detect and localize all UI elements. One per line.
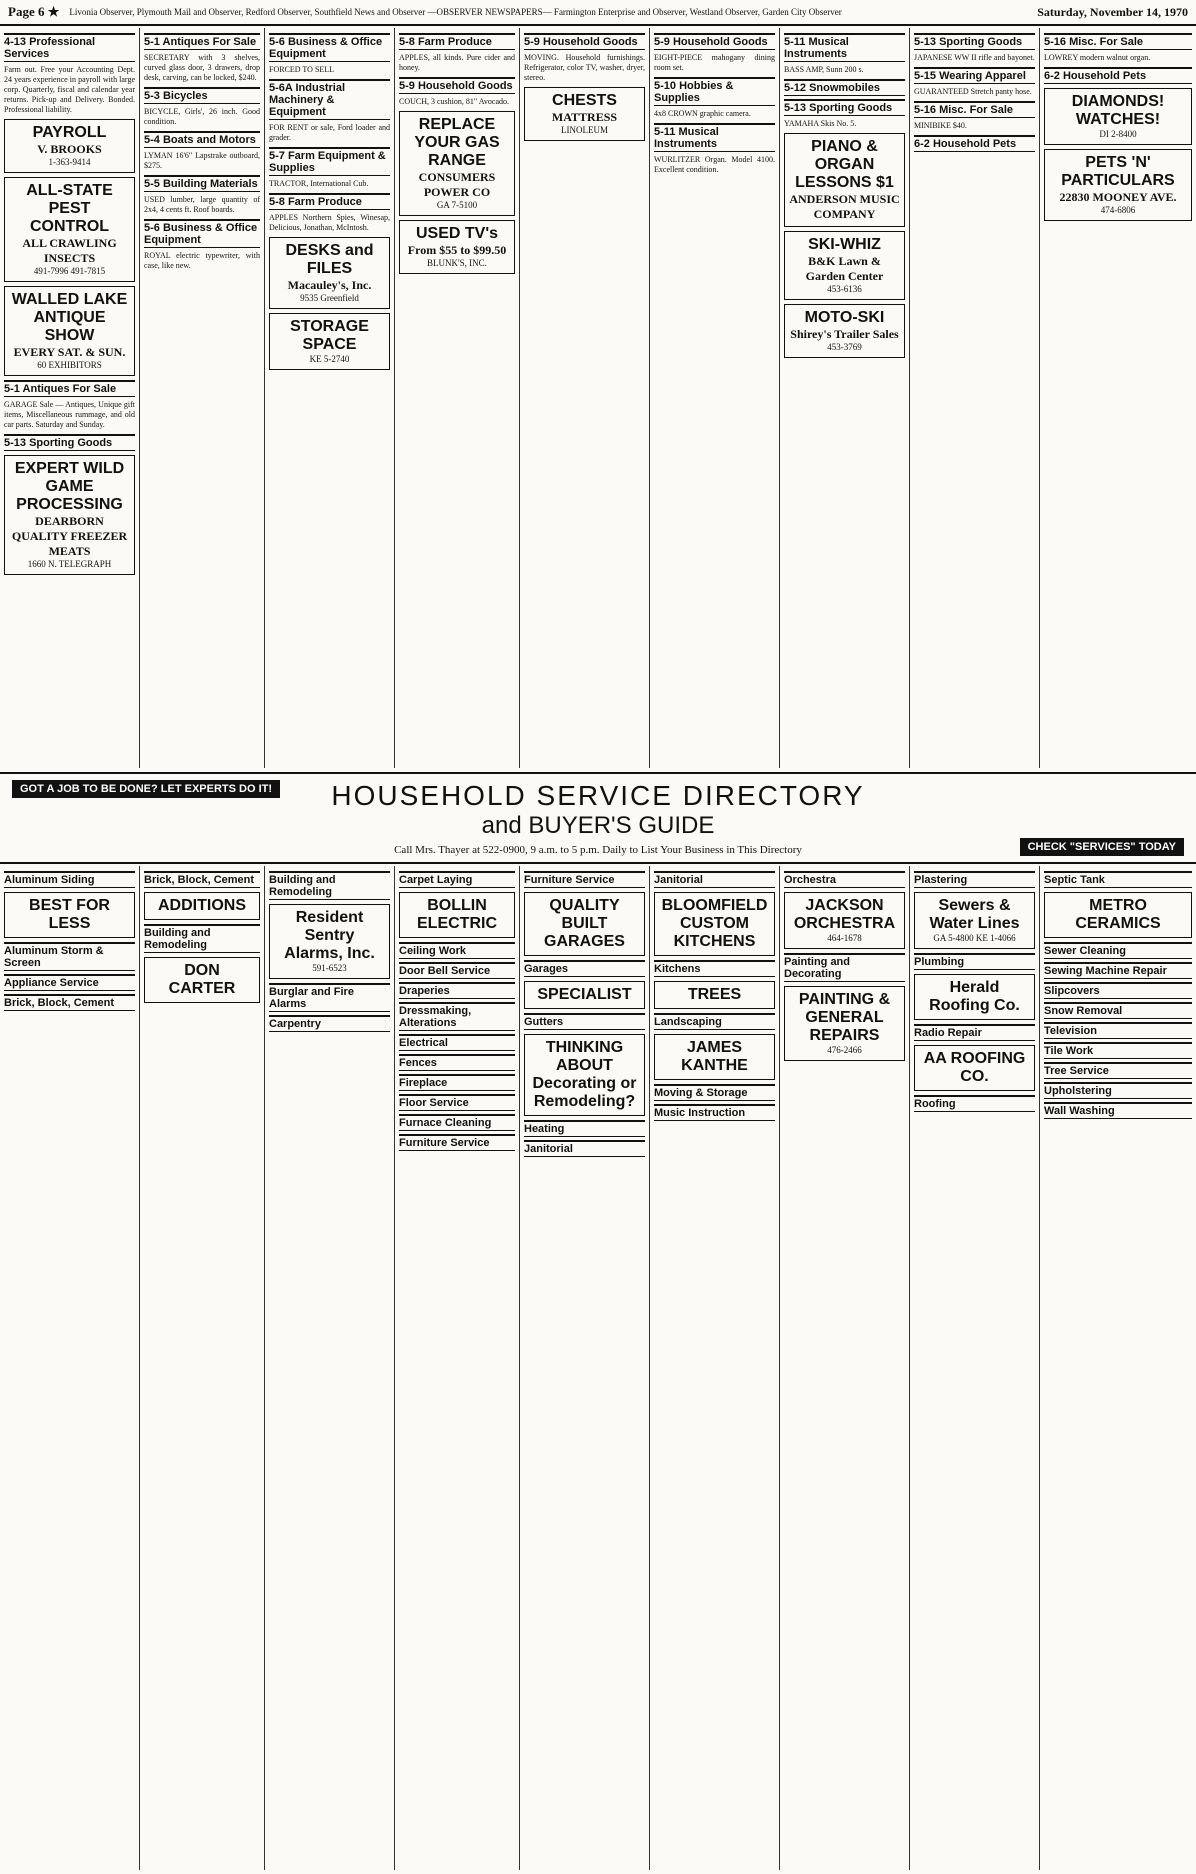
display-ad-headline: CHESTS (552, 92, 617, 109)
display-ad-headline: PAINTING & GENERAL REPAIRS (798, 991, 891, 1044)
page-number: Page 6 ★ (8, 4, 60, 19)
display-ad-headline: Sewers & Water Lines (929, 897, 1020, 932)
display-ad-headline: JACKSON ORCHESTRA (793, 897, 896, 932)
classified-column (520, 28, 650, 768)
display-ad-headline: SKI-WHIZ (808, 236, 881, 253)
display-ad-box (4, 119, 135, 173)
classified-column (780, 28, 910, 768)
display-ad-headline: PETS 'N' PARTICULARS (1061, 154, 1175, 189)
directory-heading: Floor Service (399, 1094, 515, 1111)
display-ad-box (524, 1034, 645, 1116)
display-ad-headline: DESKS and FILES (285, 242, 374, 277)
display-ad-box (1044, 88, 1192, 145)
display-ad-detail: 9535 Greenfield (300, 293, 359, 303)
display-ad-subline: ALL CRAWLING INSECTS (22, 236, 117, 265)
banner-ribbon: GOT A JOB TO BE DONE? LET EXPERTS DO IT! (12, 780, 280, 798)
classified-item: YAMAHA Skis No. 5. (784, 119, 857, 128)
display-ad-headline: AA ROOFING CO. (923, 1050, 1026, 1085)
banner-ribbon-check-services: CHECK "SERVICES" TODAY (1020, 838, 1184, 856)
directory-heading: Orchestra (784, 871, 905, 888)
display-ad-headline: EXPERT WILD GAME PROCESSING (14, 460, 125, 513)
display-ad-detail: GA 5-4800 KE 1-4066 (933, 933, 1016, 943)
classified-item: FOR RENT or sale, Ford loader and grader. (269, 123, 390, 142)
directory-heading: Furnace Cleaning (399, 1114, 515, 1131)
section-heading: 5-11 Musical Instruments (784, 33, 905, 62)
classified-columns (0, 28, 1196, 768)
directory-heading: Electrical (399, 1034, 515, 1051)
display-ad-box (654, 1034, 775, 1080)
classified-item: SECRETARY with 3 shelves, curved glass door, 3 drawers, drop desk, carving, can be locked, $240. (144, 53, 260, 82)
classified-item: JAPANESE WW II rifle and bayonet. (914, 53, 1035, 62)
section-heading: 5-8 Farm Produce (399, 33, 515, 50)
display-ad-headline: STORAGE SPACE (290, 318, 369, 353)
directory-heading: Door Bell Service (399, 962, 515, 979)
display-ad-headline: MOTO-SKI (804, 309, 885, 326)
display-ad-headline: DIAMONDS! WATCHES! (1071, 93, 1165, 128)
publication-names: Livonia Observer, Plymouth Mail and Observer, Redford Observer, Southfield News and Observer —OBSERVER NEWSPAPERS— Farmington Enterprise and Observer, Westland Observer, Garden City Observer (69, 7, 842, 17)
display-ad-subline: 22830 MOONEY AVE. (1059, 190, 1177, 204)
banner-title: HOUSEHOLD SERVICE DIRECTORY (331, 780, 865, 811)
display-ad-headline: JAMES KANTHE (681, 1039, 748, 1074)
display-ad-box (399, 111, 515, 216)
directory-heading: Music Instruction (654, 1104, 775, 1121)
display-ad-box (4, 455, 135, 575)
classified-item: APPLES, all kinds. Pure cider and honey. (399, 53, 515, 72)
directory-heading: Tile Work (1044, 1042, 1192, 1059)
display-ad-detail: 1-363-9414 (48, 157, 91, 167)
directory-column (140, 866, 265, 1870)
directory-heading: Aluminum Storm & Screen (4, 942, 135, 971)
directory-heading: Building and Remodeling (269, 871, 390, 900)
display-ad-box (784, 986, 905, 1061)
display-ad-headline: ALL-STATE PEST CONTROL (26, 182, 113, 235)
directory-heading: Roofing (914, 1095, 1035, 1112)
display-ad-headline: BOLLIN ELECTRIC (417, 897, 497, 932)
display-ad-headline: QUALITY BUILT GARAGES (544, 897, 625, 950)
section-heading: 5-12 Snowmobiles (784, 79, 905, 96)
directory-heading: Heating (524, 1120, 645, 1137)
display-ad-subline: DEARBORN QUALITY FREEZER MEATS (11, 514, 128, 558)
directory-column (910, 866, 1040, 1870)
display-ad-detail: GA 7-5100 (436, 200, 478, 210)
classified-item: APPLES Northern Spies, Winesap, Delicious, Jonathan, McIntosh. (269, 213, 390, 232)
display-ad-headline: METRO CERAMICS (1075, 897, 1161, 932)
section-heading: 5-10 Hobbies & Supplies (654, 77, 775, 106)
classified-item: GARAGE Sale — Antiques, Unique gift items, Miscellaneous rummage, and old car parts. Saturday and Sunday. (4, 400, 135, 429)
section-heading: 5-15 Wearing Apparel (914, 67, 1035, 84)
directory-column (520, 866, 650, 1870)
directory-column (1040, 866, 1196, 1870)
display-ad-headline: PAYROLL (32, 124, 107, 141)
display-ad-box (784, 304, 905, 358)
display-ad-box (1044, 149, 1192, 221)
display-ad-headline: BLOOMFIELD CUSTOM KITCHENS (661, 897, 768, 950)
classified-item: FORCED TO SELL (269, 65, 335, 74)
display-ad-box (914, 892, 1035, 949)
classified-item: EIGHT-PIECE mahogany dining room set. (654, 53, 775, 72)
directory-column (395, 866, 520, 1870)
section-heading: 5-13 Sporting Goods (914, 33, 1035, 50)
classified-item: USED lumber, large quantity of 2x4, 4 cents ft. Roof boards. (144, 195, 260, 214)
display-ad-box (914, 1045, 1035, 1091)
classified-item: TRACTOR, International Cub. (269, 179, 369, 188)
display-ad-detail: 60 EXHIBITORS (37, 360, 102, 370)
display-ad-detail: LINOLEUM (561, 125, 608, 135)
classified-item: LYMAN 16'6" Lapstrake outboard, $275. (144, 151, 260, 170)
directory-heading: Carpentry (269, 1015, 390, 1032)
section-heading: 5-7 Farm Equipment & Supplies (269, 147, 390, 176)
classified-item: ROYAL electric typewriter, with case, like new. (144, 251, 260, 270)
directory-heading: Radio Repair (914, 1024, 1035, 1041)
display-ad-detail: BLUNK'S, INC. (427, 258, 487, 268)
classified-column (910, 28, 1040, 768)
section-heading: 5-6 Business & Office Equipment (144, 219, 260, 248)
display-ad-headline: WALLED LAKE ANTIQUE SHOW (11, 291, 128, 344)
display-ad-headline: THINKING ABOUT Decorating or Remodeling? (532, 1039, 637, 1110)
section-heading: 5-1 Antiques For Sale (4, 380, 135, 397)
classified-item: COUCH, 3 cushion, 81" Avocado. (399, 97, 509, 106)
directory-heading: Sewer Cleaning (1044, 942, 1192, 959)
display-ad-detail: 476-2466 (827, 1045, 862, 1055)
classified-column (140, 28, 265, 768)
classified-item: BICYCLE, Girls', 26 inch. Good condition. (144, 107, 260, 126)
display-ad-box (4, 892, 135, 938)
display-ad-box (914, 974, 1035, 1020)
classified-column (395, 28, 520, 768)
directory-heading: Kitchens (654, 960, 775, 977)
issue-date: Saturday, November 14, 1970 (1037, 4, 1188, 19)
directory-heading: Wall Washing (1044, 1102, 1192, 1119)
display-ad-subline: MATTRESS (551, 110, 618, 124)
service-directory-columns (0, 866, 1196, 1870)
directory-heading: Plastering (914, 871, 1035, 888)
classified-item: Farm out. Free your Accounting Dept. 24 years experience in payroll with large corp. Quarterly, fiscal and calendar year returns. Pick-up and Delivery. Bonded. Professional liability. (4, 65, 135, 114)
section-heading: 5-16 Misc. For Sale (914, 101, 1035, 118)
classified-item: BASS AMP, Sunn 200 s. (784, 65, 864, 74)
directory-heading: Furniture Service (524, 871, 645, 888)
display-ad-subline: EVERY SAT. & SUN. (13, 345, 126, 359)
section-heading: 5-6 Business & Office Equipment (269, 33, 390, 62)
section-heading: 4-13 Professional Services (4, 33, 135, 62)
display-ad-box (654, 981, 775, 1009)
display-ad-box (4, 286, 135, 376)
display-ad-headline: BEST FOR LESS (29, 897, 110, 932)
section-heading: 6-2 Household Pets (914, 135, 1035, 152)
display-ad-headline: ADDITIONS (158, 897, 246, 914)
banner-subtitle: and BUYER'S GUIDE (481, 812, 715, 839)
directory-heading: Television (1044, 1022, 1192, 1039)
section-heading: 5-5 Building Materials (144, 175, 260, 192)
display-ad-headline: Herald Roofing Co. (929, 979, 1020, 1014)
section-heading: 5-8 Farm Produce (269, 193, 390, 210)
display-ad-detail: KE 5-2740 (309, 354, 350, 364)
display-ad-subline: ANDERSON MUSIC COMPANY (789, 192, 900, 221)
section-heading: 5-16 Misc. For Sale (1044, 33, 1192, 50)
classified-item: MINIBIKE $40. (914, 121, 967, 130)
directory-heading: Gutters (524, 1013, 645, 1030)
directory-heading: Sewing Machine Repair (1044, 962, 1192, 979)
display-ad-box (144, 892, 260, 920)
service-directory-banner (0, 772, 1196, 864)
directory-heading: Septic Tank (1044, 871, 1192, 888)
display-ad-box (654, 892, 775, 956)
classified-column (0, 28, 140, 768)
directory-heading: Tree Service (1044, 1062, 1192, 1079)
directory-heading: Fences (399, 1054, 515, 1071)
display-ad-box (524, 87, 645, 141)
banner-contact-line: Call Mrs. Thayer at 522-0900, 9 a.m. to 5 p.m. Daily to List Your Business in This Directory (394, 844, 802, 856)
display-ad-detail: 464-1678 (827, 933, 862, 943)
display-ad-headline: PIANO & ORGAN LESSONS $1 (795, 138, 894, 191)
display-ad-detail: DI 2-8400 (1099, 129, 1137, 139)
display-ad-box (269, 313, 390, 370)
display-ad-box (1044, 892, 1192, 938)
classified-item: WURLITZER Organ. Model 4100. Excellent condition. (654, 155, 775, 174)
display-ad-detail: 491-7996 491-7815 (33, 266, 106, 276)
display-ad-subline: CONSUMERS POWER CO (418, 170, 496, 199)
masthead (0, 0, 1196, 26)
classified-column (1040, 28, 1196, 768)
display-ad-box (784, 133, 905, 227)
classified-column (650, 28, 780, 768)
display-ad-headline: TREES (687, 986, 742, 1003)
directory-heading: Janitorial (524, 1140, 645, 1157)
display-ad-subline: V. BROOKS (37, 142, 102, 156)
display-ad-box (524, 981, 645, 1009)
display-ad-box (4, 177, 135, 282)
directory-heading: Appliance Service (4, 974, 135, 991)
section-heading: 5-13 Sporting Goods (784, 99, 905, 116)
directory-column (780, 866, 910, 1870)
section-heading: 6-2 Household Pets (1044, 67, 1192, 84)
directory-heading: Janitorial (654, 871, 775, 888)
directory-heading: Fireplace (399, 1074, 515, 1091)
directory-heading: Ceiling Work (399, 942, 515, 959)
directory-heading: Garages (524, 960, 645, 977)
classified-item: 4x8 CROWN graphic camera. (654, 109, 751, 118)
directory-heading: Slipcovers (1044, 982, 1192, 999)
display-ad-subline: From $55 to $99.50 (407, 243, 507, 257)
directory-heading: Upholstering (1044, 1082, 1192, 1099)
display-ad-detail: 453-6136 (827, 284, 862, 294)
directory-heading: Plumbing (914, 953, 1035, 970)
directory-heading: Building and Remodeling (144, 924, 260, 953)
directory-heading: Burglar and Fire Alarms (269, 983, 390, 1012)
directory-heading: Aluminum Siding (4, 871, 135, 888)
classified-column (265, 28, 395, 768)
display-ad-headline: Resident Sentry Alarms, Inc. (284, 909, 375, 962)
display-ad-headline: DON CARTER (168, 962, 236, 997)
display-ad-headline: REPLACE YOUR GAS RANGE (414, 116, 500, 169)
directory-column (650, 866, 780, 1870)
display-ad-subline: Shirey's Trailer Sales (790, 327, 899, 341)
display-ad-box (144, 957, 260, 1003)
display-ad-box (269, 904, 390, 979)
section-heading: 5-3 Bicycles (144, 87, 260, 104)
display-ad-detail: 591-6523 (312, 963, 347, 973)
directory-heading: Painting and Decorating (784, 953, 905, 982)
display-ad-detail: 453-3769 (827, 342, 862, 352)
classified-item: GUARANTEED Stretch panty hose. (914, 87, 1032, 96)
section-heading: 5-1 Antiques For Sale (144, 33, 260, 50)
display-ad-box (784, 231, 905, 300)
section-heading: 5-9 Household Goods (399, 77, 515, 94)
directory-heading: Brick, Block, Cement (4, 994, 135, 1011)
section-heading: 5-6A Industrial Machinery & Equipment (269, 79, 390, 120)
display-ad-box (524, 892, 645, 956)
directory-heading: Landscaping (654, 1013, 775, 1030)
display-ad-box (269, 237, 390, 309)
display-ad-box (784, 892, 905, 949)
directory-heading: Moving & Storage (654, 1084, 775, 1101)
display-ad-headline: SPECIALIST (537, 986, 632, 1003)
directory-column (0, 866, 140, 1870)
display-ad-detail: 1660 N. TELEGRAPH (27, 559, 112, 569)
directory-heading: Dressmaking, Alterations (399, 1002, 515, 1031)
section-heading: 5-9 Household Goods (654, 33, 775, 50)
display-ad-box (399, 220, 515, 274)
directory-heading: Snow Removal (1044, 1002, 1192, 1019)
classified-item: MOVING. Household furnishings. Refrigerator, color TV, washer, dryer, stereo. (524, 53, 645, 82)
section-heading: 5-9 Household Goods (524, 33, 645, 50)
section-heading: 5-4 Boats and Motors (144, 131, 260, 148)
classified-item: LOWREY modern walnut organ. (1044, 53, 1151, 62)
display-ad-box (399, 892, 515, 938)
section-heading: 5-11 Musical Instruments (654, 123, 775, 152)
directory-heading: Furniture Service (399, 1134, 515, 1151)
directory-heading: Brick, Block, Cement (144, 871, 260, 888)
directory-heading: Carpet Laying (399, 871, 515, 888)
directory-heading: Draperies (399, 982, 515, 999)
display-ad-headline: USED TV's (415, 225, 499, 242)
display-ad-subline: B&K Lawn & Garden Center (805, 254, 884, 283)
directory-column (265, 866, 395, 1870)
section-heading: 5-13 Sporting Goods (4, 434, 135, 451)
display-ad-subline: Macauley's, Inc. (287, 278, 372, 292)
display-ad-detail: 474-6806 (1100, 205, 1136, 215)
